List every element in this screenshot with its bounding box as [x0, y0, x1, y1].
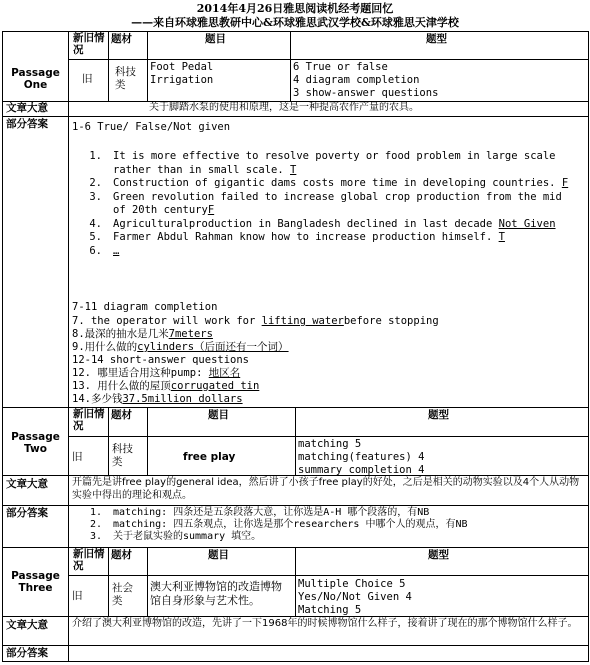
p2-summary: 开篇先是讲free play的general idea，然后讲了小孩子free play的好处，之后是相关的动物实验以及4个人从动物实验中得出的理论和观点。 [72, 477, 580, 501]
p3-qtype-line2: Yes/No/Not Given 4 [298, 591, 412, 603]
grid-line [295, 547, 296, 616]
p2-col-subject: 题材 [111, 409, 132, 421]
p1-q7-answer: lifting water [261, 315, 344, 327]
p2-col-qtype: 题型 [428, 409, 449, 421]
p1-q1-answer: T [290, 163, 297, 176]
p1-q7 [72, 315, 439, 328]
p1-q14-pre: 14.多少钱 [72, 393, 123, 405]
p3-passage-name: Passage Three [11, 570, 60, 594]
grid-line [147, 31, 148, 101]
p1-q4-text: Agriculturalproduction in Bangladesh declined in last decade [113, 217, 499, 230]
document-title: 2014年4月26日雅思阅读机经考题回忆 [196, 2, 394, 15]
list-item [82, 191, 572, 218]
grid-line [108, 31, 109, 101]
p3-qtype-line3: Matching 5 [298, 604, 362, 616]
p2-col-new-old: 新旧情况 [73, 408, 105, 432]
p1-q8-answer: 7meters [168, 328, 213, 340]
p1-q13-answer: corrugated tin [170, 380, 260, 392]
p1-q4-num: 4. [89, 217, 102, 230]
p1-topic-line2: Irrigation [150, 74, 214, 86]
p3-qtype-line1: Multiple Choice 5 [298, 578, 406, 590]
p1-q8-pre: 8.最深的抽水是几米 [72, 328, 169, 340]
p3-answers-label: 部分答案 [6, 647, 48, 659]
p1-q7-post: before stopping [343, 315, 439, 327]
p2-answers-label: 部分答案 [6, 507, 48, 519]
p3-topic: 澳大利亚博物馆的改造博物馆自身形象与艺术性。 [150, 580, 282, 607]
p1-passage-name: Passage One [11, 67, 60, 91]
p1-topic-line1: Foot Pedal [150, 61, 214, 73]
p1-q6-answer: … [113, 244, 120, 257]
grid-line [108, 407, 109, 475]
p2-qtype-line2: matching(features) 4 [298, 451, 425, 463]
p1-q2-num: 2. [89, 177, 102, 189]
list-item [82, 519, 572, 531]
p2-summary-label: 文章大意 [6, 478, 48, 490]
p1-answers-label: 部分答案 [6, 118, 48, 130]
p1-q8 [72, 328, 213, 341]
list-item [82, 231, 572, 245]
list-item [82, 150, 572, 177]
p2-answers-list [82, 507, 572, 543]
p1-q12 [72, 367, 240, 380]
list-item [82, 245, 572, 259]
p1-summary-label: 文章大意 [6, 102, 48, 114]
p2-qtype-line1: matching 5 [298, 438, 362, 450]
grid-line [69, 575, 589, 576]
p1-q3-text: Green revolution failed to increase global crop production from the mid of 20th century [113, 190, 562, 216]
grid-line [2, 645, 589, 646]
list-item [82, 218, 572, 232]
label-column-divider [68, 31, 69, 662]
p3-new-old: 旧 [72, 590, 83, 602]
list-item [82, 177, 572, 191]
list-item [82, 531, 572, 543]
p1-q2-text: Construction of gigantic dams costs more time in developing countries. [113, 177, 562, 189]
p2-new-old: 旧 [72, 451, 83, 463]
p1-q2-answer: F [561, 177, 569, 189]
grid-line [290, 31, 291, 101]
grid-line [69, 436, 589, 437]
p1-q12-answer: 地区名 [208, 367, 241, 379]
p1-subject: 科技类 [115, 66, 136, 91]
p2-a2-text: matching: 四五条观点，让你选是那个researchers 中哪个人的观点，有NB [113, 519, 468, 530]
table-border-bottom [2, 661, 589, 662]
p1-q13-pre: 13. 用什么做的屋顶 [72, 380, 171, 392]
p1-q9-pre: 9.用什么做的 [72, 341, 138, 353]
p1-q7-pre: 7. the operator will work for [72, 315, 262, 327]
p1-q5-text: Farmer Abdul Rahman know how to increase production himself. [113, 231, 499, 243]
p2-a3-num: 3. [89, 531, 102, 542]
p3-summary-label: 文章大意 [6, 619, 48, 631]
p2-a2-num: 2. [89, 519, 102, 530]
p1-q5-answer: T [498, 231, 505, 243]
p1-tfng-list [82, 150, 572, 258]
p3-col-new-old: 新旧情况 [73, 548, 105, 572]
document-subtitle: ——来自环球雅思教研中心&环球雅思武汉学校&环球雅思天津学校 [131, 16, 459, 29]
p1-col-new-old: 新旧情况 [73, 32, 105, 56]
p1-q13 [72, 380, 259, 393]
p1-q1-num: 1. [89, 150, 102, 162]
p1-q14 [72, 393, 243, 406]
table-border-left [2, 31, 3, 662]
table-border-right [588, 31, 589, 662]
p1-q14-answer: 37.5million dollars [122, 393, 243, 405]
p2-a1-text: matching: 四条还是五条段落大意，让你选是A-H 哪个段落的，有NB [113, 507, 430, 518]
p2-qtype-line3: summary completion 4 [298, 464, 425, 476]
p1-q12-pre: 12. 哪里适合用这种pump: [72, 367, 209, 379]
p3-summary: 介绍了澳大利亚博物馆的改造，先讲了一下1968年的时候博物馆什么样子，接着讲了现在的那个博物馆什么样子。 [72, 618, 578, 629]
p1-col-subject: 题材 [111, 33, 132, 45]
p1-qtype-line3: 3 show-answer questions [293, 87, 439, 99]
grid-line [2, 116, 589, 117]
p1-qtype-line2: 4 diagram completion [293, 74, 420, 86]
p2-passage-name: Passage Two [11, 431, 60, 455]
p2-subject: 科技类 [112, 443, 133, 468]
grid-line [2, 505, 589, 506]
p1-q6-num: 6. [89, 244, 102, 257]
p3-col-qtype: 题型 [428, 549, 449, 561]
p1-new-old: 旧 [82, 73, 93, 85]
p3-subject: 社会类 [112, 582, 133, 607]
p1-diagram-heading: 7-11 diagram completion [72, 301, 218, 313]
p1-q4-answer: Not Given [498, 217, 556, 230]
grid-line [147, 407, 148, 475]
p2-a1-num: 1. [89, 507, 102, 518]
p1-q9 [72, 341, 289, 354]
p1-q9-answer: cylinders（后面还有一个词） [137, 341, 289, 353]
p3-col-topic: 题目 [208, 549, 229, 561]
p1-tfng-heading: 1-6 True/ False/Not given [72, 121, 231, 133]
p2-a3-text: 关于老鼠实验的summary 填空。 [113, 531, 262, 542]
p1-q5-num: 5. [89, 231, 102, 243]
p1-col-qtype: 题型 [426, 33, 447, 45]
p2-col-topic: 题目 [208, 409, 229, 421]
grid-line [108, 547, 109, 616]
p1-short-heading: 12-14 short-answer questions [72, 354, 250, 366]
grid-line [147, 547, 148, 616]
p1-q3-answer: F [207, 204, 215, 216]
p3-col-subject: 题材 [111, 549, 132, 561]
p1-col-topic: 题目 [205, 33, 226, 45]
p2-topic: free play [183, 451, 236, 463]
p1-summary: 关于脚踏水泵的使用和原理，这是一种提高农作产量的农具。 [149, 102, 419, 113]
list-item [82, 507, 572, 519]
p1-q3-num: 3. [89, 190, 102, 203]
p1-qtype-line1: 6 True or false [293, 61, 388, 73]
grid-line [69, 59, 589, 60]
p1-q1-text: It is more effective to resolve poverty or food problem in large scale rather than in small scale. [113, 150, 556, 176]
grid-line [295, 407, 296, 475]
